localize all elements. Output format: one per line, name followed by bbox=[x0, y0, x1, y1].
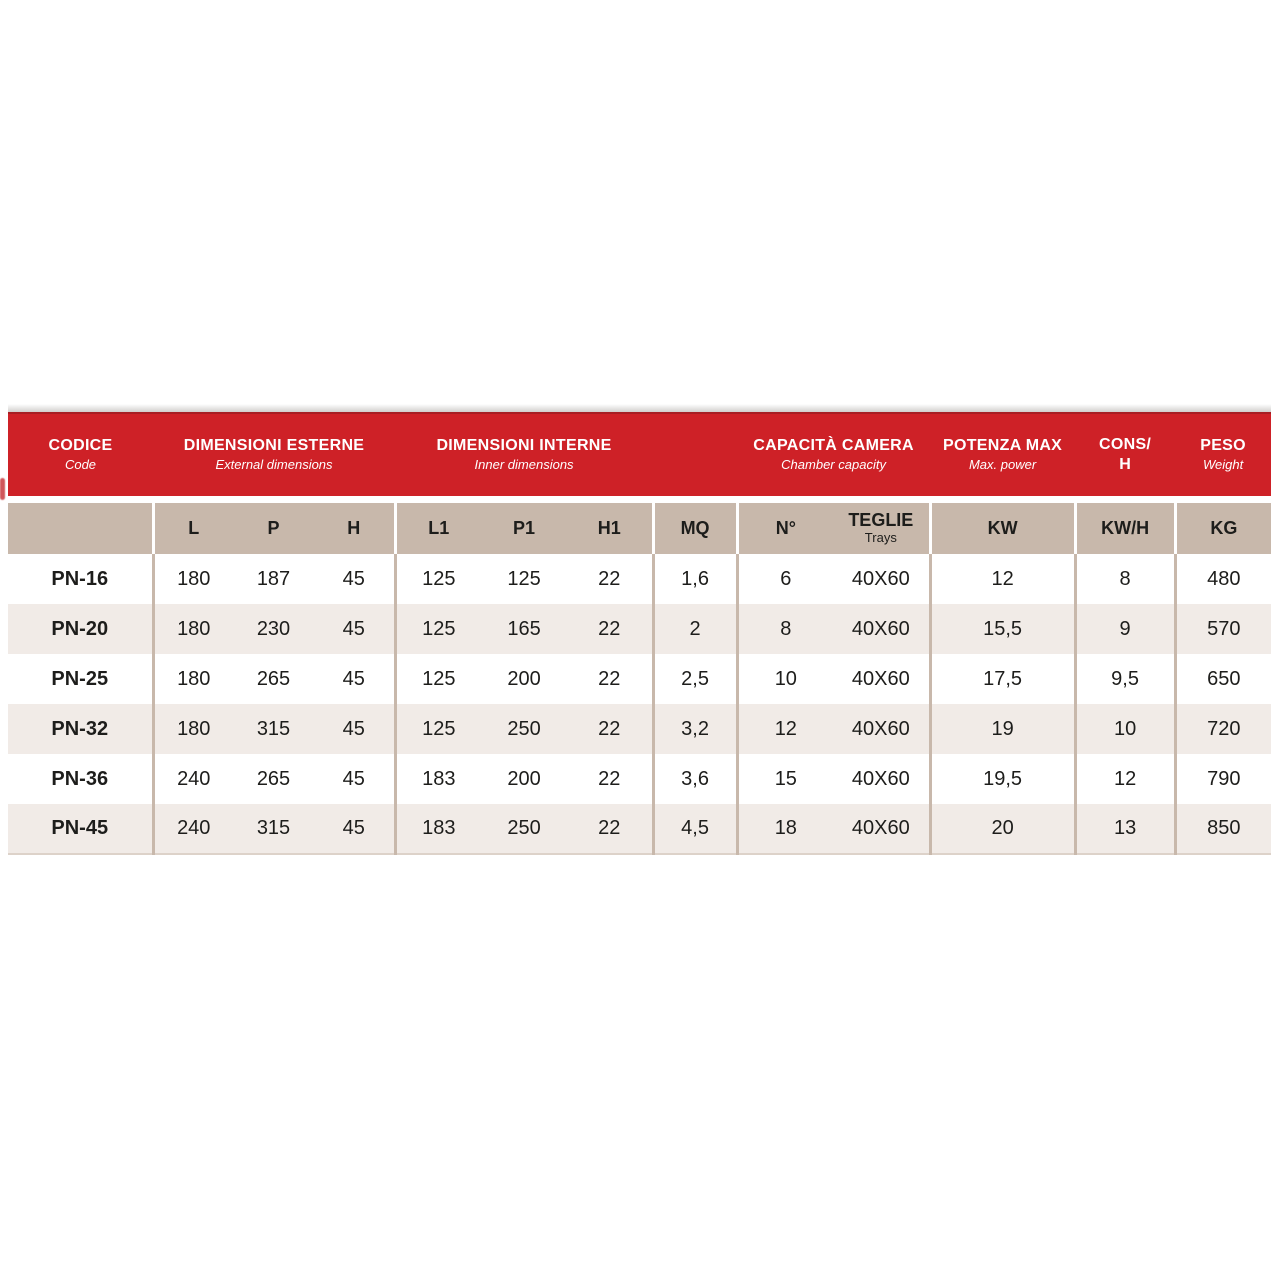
header-subtitle: H bbox=[1119, 456, 1131, 474]
cell-mq: 3,2 bbox=[653, 704, 737, 754]
table-row bbox=[8, 654, 1271, 704]
table-header-row bbox=[8, 413, 1271, 499]
header-title: DIMENSIONI INTERNE bbox=[436, 436, 612, 454]
table-row bbox=[8, 604, 1271, 654]
cell-h: 45 bbox=[314, 704, 395, 754]
header-title: CODICE bbox=[48, 436, 113, 454]
header-title: PESO bbox=[1200, 436, 1246, 454]
table-row bbox=[8, 554, 1271, 604]
cell-l: 180 bbox=[153, 654, 233, 704]
subheader-trays-label: Trays bbox=[864, 530, 897, 546]
cell-p: 315 bbox=[233, 704, 314, 754]
cell-mq: 4,5 bbox=[653, 804, 737, 854]
cell-kwh: 9 bbox=[1075, 604, 1175, 654]
cell-h1: 22 bbox=[567, 804, 653, 854]
cell-l1: 125 bbox=[395, 704, 481, 754]
cell-n: 18 bbox=[737, 804, 833, 854]
table-row bbox=[8, 804, 1271, 854]
subheader-n: N° bbox=[737, 499, 833, 554]
cell-h: 45 bbox=[314, 554, 395, 604]
cell-kg: 720 bbox=[1175, 704, 1271, 754]
cell-h1: 22 bbox=[567, 704, 653, 754]
header-group-codice bbox=[8, 413, 153, 499]
subheader-kwh: KW/H bbox=[1075, 499, 1175, 554]
cell-h: 45 bbox=[314, 654, 395, 704]
cell-p1: 250 bbox=[481, 704, 567, 754]
cell-p1: 200 bbox=[481, 754, 567, 804]
header-group-spacer bbox=[653, 413, 737, 499]
subheader-l: L bbox=[153, 499, 233, 554]
header-title: CAPACITÀ CAMERA bbox=[753, 436, 914, 454]
cell-l1: 125 bbox=[395, 554, 481, 604]
header-title: POTENZA MAX bbox=[943, 436, 1063, 454]
subheader-l1: L1 bbox=[395, 499, 481, 554]
header-group-consumption bbox=[1075, 413, 1175, 499]
header-title: CONS/ bbox=[1098, 435, 1152, 453]
row-code: PN-20 bbox=[8, 604, 153, 654]
subheader-teglie-label: TEGLIE bbox=[848, 510, 914, 531]
header-group-external-dimensions bbox=[153, 413, 395, 499]
cell-teglie: 40X60 bbox=[833, 604, 930, 654]
cell-mq: 3,6 bbox=[653, 754, 737, 804]
cell-h1: 22 bbox=[567, 654, 653, 704]
header-group-inner-dimensions bbox=[395, 413, 653, 499]
cell-n: 8 bbox=[737, 604, 833, 654]
cell-kwh: 8 bbox=[1075, 554, 1175, 604]
cell-p1: 250 bbox=[481, 804, 567, 854]
header-subtitle: Chamber capacity bbox=[781, 457, 886, 473]
row-code: PN-36 bbox=[8, 754, 153, 804]
header-group-chamber-capacity bbox=[737, 413, 930, 499]
cell-n: 6 bbox=[737, 554, 833, 604]
header-subtitle: Inner dimensions bbox=[474, 457, 574, 473]
table-subheader-row bbox=[8, 499, 1271, 554]
cell-mq: 2,5 bbox=[653, 654, 737, 704]
cell-kw: 15,5 bbox=[930, 604, 1075, 654]
header-subtitle: External dimensions bbox=[215, 457, 333, 473]
cell-teglie: 40X60 bbox=[833, 554, 930, 604]
cell-kw: 19,5 bbox=[930, 754, 1075, 804]
cell-kg: 790 bbox=[1175, 754, 1271, 804]
cell-l1: 125 bbox=[395, 604, 481, 654]
table-row bbox=[8, 754, 1271, 804]
cell-p1: 200 bbox=[481, 654, 567, 704]
row-code: PN-16 bbox=[8, 554, 153, 604]
cell-kg: 850 bbox=[1175, 804, 1271, 854]
row-code: PN-25 bbox=[8, 654, 153, 704]
cell-kw: 20 bbox=[930, 804, 1075, 854]
subheader-kw: KW bbox=[930, 499, 1075, 554]
header-top-shadow bbox=[8, 404, 1271, 412]
cell-kg: 480 bbox=[1175, 554, 1271, 604]
cell-h1: 22 bbox=[567, 754, 653, 804]
cell-teglie: 40X60 bbox=[833, 804, 930, 854]
cell-p: 230 bbox=[233, 604, 314, 654]
cell-p1: 125 bbox=[481, 554, 567, 604]
cell-teglie: 40X60 bbox=[833, 654, 930, 704]
cell-l1: 183 bbox=[395, 754, 481, 804]
cell-l: 180 bbox=[153, 704, 233, 754]
header-group-weight bbox=[1175, 413, 1271, 499]
cell-p: 265 bbox=[233, 754, 314, 804]
cell-p: 265 bbox=[233, 654, 314, 704]
cell-teglie: 40X60 bbox=[833, 704, 930, 754]
row-code: PN-45 bbox=[8, 804, 153, 854]
subheader-h: H bbox=[314, 499, 395, 554]
subheader-p: P bbox=[233, 499, 314, 554]
cell-n: 15 bbox=[737, 754, 833, 804]
cell-l: 240 bbox=[153, 754, 233, 804]
header-group-max-power bbox=[930, 413, 1075, 499]
subheader-kg: KG bbox=[1175, 499, 1271, 554]
cell-h: 45 bbox=[314, 754, 395, 804]
cell-kwh: 10 bbox=[1075, 704, 1175, 754]
subheader-teglie bbox=[833, 499, 930, 554]
cell-n: 10 bbox=[737, 654, 833, 704]
cell-l: 180 bbox=[153, 604, 233, 654]
cell-kwh: 13 bbox=[1075, 804, 1175, 854]
cell-p1: 165 bbox=[481, 604, 567, 654]
cell-h: 45 bbox=[314, 604, 395, 654]
cell-p: 187 bbox=[233, 554, 314, 604]
subheader-codice-spacer bbox=[8, 499, 153, 554]
cell-kw: 12 bbox=[930, 554, 1075, 604]
header-subtitle: Weight bbox=[1202, 457, 1244, 473]
cell-l1: 183 bbox=[395, 804, 481, 854]
cell-kg: 570 bbox=[1175, 604, 1271, 654]
header-title: DIMENSIONI ESTERNE bbox=[183, 436, 365, 454]
table-row bbox=[8, 704, 1271, 754]
cell-h1: 22 bbox=[567, 604, 653, 654]
cell-h1: 22 bbox=[567, 554, 653, 604]
cell-kw: 17,5 bbox=[930, 654, 1075, 704]
subheader-h1: H1 bbox=[567, 499, 653, 554]
cell-mq: 2 bbox=[653, 604, 737, 654]
header-subtitle: Code bbox=[64, 457, 97, 473]
spec-table bbox=[8, 412, 1271, 855]
header-subtitle: Max. power bbox=[968, 457, 1037, 473]
cell-l: 180 bbox=[153, 554, 233, 604]
cell-kg: 650 bbox=[1175, 654, 1271, 704]
cell-n: 12 bbox=[737, 704, 833, 754]
subheader-mq: MQ bbox=[653, 499, 737, 554]
cell-mq: 1,6 bbox=[653, 554, 737, 604]
cell-h: 45 bbox=[314, 804, 395, 854]
cell-kwh: 12 bbox=[1075, 754, 1175, 804]
subheader-p1: P1 bbox=[481, 499, 567, 554]
cell-kw: 19 bbox=[930, 704, 1075, 754]
cell-kwh: 9,5 bbox=[1075, 654, 1175, 704]
cell-l1: 125 bbox=[395, 654, 481, 704]
header-fold-decoration bbox=[0, 478, 5, 500]
cell-p: 315 bbox=[233, 804, 314, 854]
row-code: PN-32 bbox=[8, 704, 153, 754]
cell-l: 240 bbox=[153, 804, 233, 854]
cell-teglie: 40X60 bbox=[833, 754, 930, 804]
